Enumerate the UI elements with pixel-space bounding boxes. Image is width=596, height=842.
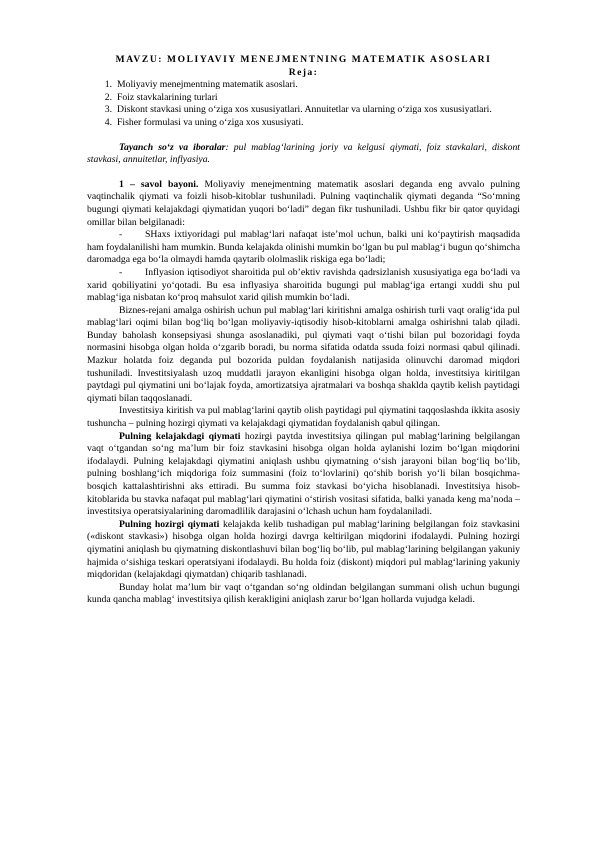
paragraph-comparison: Investitsiya kiritish va pul mablag‘larini qaytib olish paytidagi pul qiymatini taqqoslashda ikkita asosiy tushuncha – pulning hozirgi qiymati va kelajakdagi qiymatidan foydalanish qabul qilingan.: [87, 405, 520, 430]
plan-item-text: Diskont stavkasi uning o‘ziga xos xususiyatlari. Annuitetlar va ularning o‘ziga xos xususiyatlari.: [117, 104, 492, 116]
bullet-item: [87, 229, 520, 267]
keywords-paragraph: [87, 142, 520, 167]
spacer: [87, 130, 520, 142]
bullet-dash: -: [119, 266, 123, 278]
plan-item-text: Moliyaviy menejmentning matematik asoslari.: [117, 79, 298, 91]
future-value-text: hozirgi paytda investitsiya qilingan pul mablag‘larining belgilangan vaqt o‘tgandan so‘ng ma’lum bir foiz stavkasini hisobga olgan holda aylanishi lozim bo‘lgan miqdorini ifodalaydi. Pulning kelajakdagi qiymatini aniqlash ushbu qiymatning o‘sish jarayoni bilan bog‘liq bo‘lib, pulning boshlang‘ich miqdoriga foiz summasini (foiz to‘lovlarini) qo‘shib borish yo‘li bilan bosqichma-bosqich kattalashtirishni aks ettiradi. Bu summa foiz stavkasi bo‘yicha hisoblanadi. Investitsiya hisob-kitoblarida bu stavka nafaqat pul mablag‘lari qiymatini o‘stirish vositasi sifatida, balki yanada keng ma’noda – investitsiya operatsiyalarining daromadlilik darajasini o‘lchash uchun ham foydalaniladi.: [87, 430, 520, 518]
present-value-text: kelajakda kelib tushadigan pul mablag‘larining belgilangan foiz stavkasini («diskont stavkasi») hisobga olgan holda hozirgi davrga keltirilgan miqdorini ifodalaydi. Pulning hozirgi qiymatini aniqlash bu qiymatning diskontlashuvi bilan bog‘liq bo‘lib, pul mablag‘larining belgilangan yakuniy hajmida o‘sishiga teskari operatsiyani ifodalaydi. Bu holda foiz (diskont) miqdori pul mablag‘larining yakuniy miqdoridan (kelajakdagi qiymatdan) chiqarib tashlanadi.: [87, 518, 520, 581]
plan-item: [87, 117, 520, 130]
paragraph-business-plan: Biznes-rejani amalga oshirish uchun pul mablag‘lari kiritishni amalga oshirish turli vaqt oralig‘ida pul mablag‘lari oqimi bilan bog‘liq bo‘lgan moliyaviy-iqtisodiy hisob-kitoblarni amalga oshirishni talab qiladi. Bunday baholash konsepsiyasi shunga asoslanadiki, pul qiymati vaqt o‘tishi bilan pul bozoridagi foyda normasini hisobga olgan holda o‘zgarib boradi, bu norma sifatida odatda ssuda foizi normasi qabul qilinadi. Mazkur holatda foiz deganda pul bozorida puldan foydalanish natijasida olinuvchi daromad miqdori tushuniladi. Investitsiyalash uzoq muddatli jarayon ekanligini hisobga olgan holda, investitsiya kiritilgan paytdagi pul qiymatini uni bo‘lajak foyda, amortizatsiya ajratmalari va boshqa shaklda qaytib kelish paytidagi qiymati bilan taqqoslanadi.: [87, 304, 520, 404]
plan-item: [87, 104, 520, 117]
paragraph-closing: Bunday holat ma’lum bir vaqt o‘tgandan so‘ng oldindan belgilangan summani olish uchun bugungi kunda qancha mablag‘ investitsiya qilish kerakligini aniqlash zarur bo‘lgan hollarda vujudga keladi.: [87, 581, 520, 606]
section-intro-paragraph: [87, 179, 520, 229]
plan-item-text: Foiz stavkalarining turlari: [117, 91, 218, 103]
plan-item: [87, 92, 520, 105]
present-value-term: Pulning hozirgi qiymati: [119, 518, 220, 530]
plan-item-number: 3.: [104, 104, 112, 116]
bullet-item: [87, 267, 520, 305]
paragraph-present-value: [87, 519, 520, 582]
bullet-text: Inflyasion iqtisodiyot sharoitida pul ob’ektiv ravishda qadrsizlanish xususiyatiga ega bo‘ladi va xarid qobiliyatini yo‘qotadi. Bu esa inflyasiya sharoitida bugungi pul mablag‘iga ertangi xuddi shu pul mablag‘iga nisbatan ko‘proq mahsulot xarid qilish mumkin bo‘ladi.: [87, 266, 520, 304]
keywords-text: : pul mablag‘larining joriy va kelgusi qiymati, foiz stavkalari, diskont stavkasi, annuitetlar, inflyasiya.: [87, 141, 520, 166]
spacer: [87, 167, 520, 179]
plan-list: [87, 79, 520, 129]
plan-item-number: 2.: [104, 91, 112, 103]
section-intro-text: Moliyaviy menejmentning matematik asoslari deganda eng avvalo pulning vaqtinchalik qiymati va foizli hisob-kitoblar tushuniladi. Pulning vaqtinchalik qiymati deganda “So‘mning bugungi qiymati kelajakdagi qiymatidan yuqori bo‘ladi” degan fikr tushuniladi. Ushbu fikr bir qator quyidagi omillar bilan belgilanadi:: [87, 178, 520, 228]
paragraph-future-value: [87, 431, 520, 519]
plan-item-text: Fisher formulasi va uning o‘ziga xos xususiyati.: [117, 116, 304, 128]
document-title: MAVZU: MOLIYAVIY MENEJMENTNING MATEMATIK ASOSLARI: [115, 55, 492, 65]
plan-item: [87, 79, 520, 92]
bullet-dash: -: [119, 229, 123, 241]
document-page: [87, 54, 520, 607]
bullet-text: SHaxs ixtiyoridagi pul mablag‘lari nafaqat iste’mol uchun, balki uni ko‘paytirish maqsadida ham foydalanilishi ham mumkin. Bunda kelajakda olinishi mumkin bo‘lgan bu pul mablag‘i bugun qo‘shimcha daromadga ega bo‘la olmaydi hamda qaytarib ololmaslik riskiga ega bo‘ladi;: [87, 229, 520, 266]
section-heading: 1 – savol bayoni.: [119, 178, 199, 190]
plan-item-number: 1.: [104, 79, 112, 91]
plan-item-number: 4.: [104, 116, 112, 128]
keywords-label: Tayanch so‘z va iboralar: [119, 141, 226, 153]
plan-title: Reja:: [288, 66, 319, 78]
future-value-term: Pulning kelajakdagi qiymati: [119, 430, 241, 442]
